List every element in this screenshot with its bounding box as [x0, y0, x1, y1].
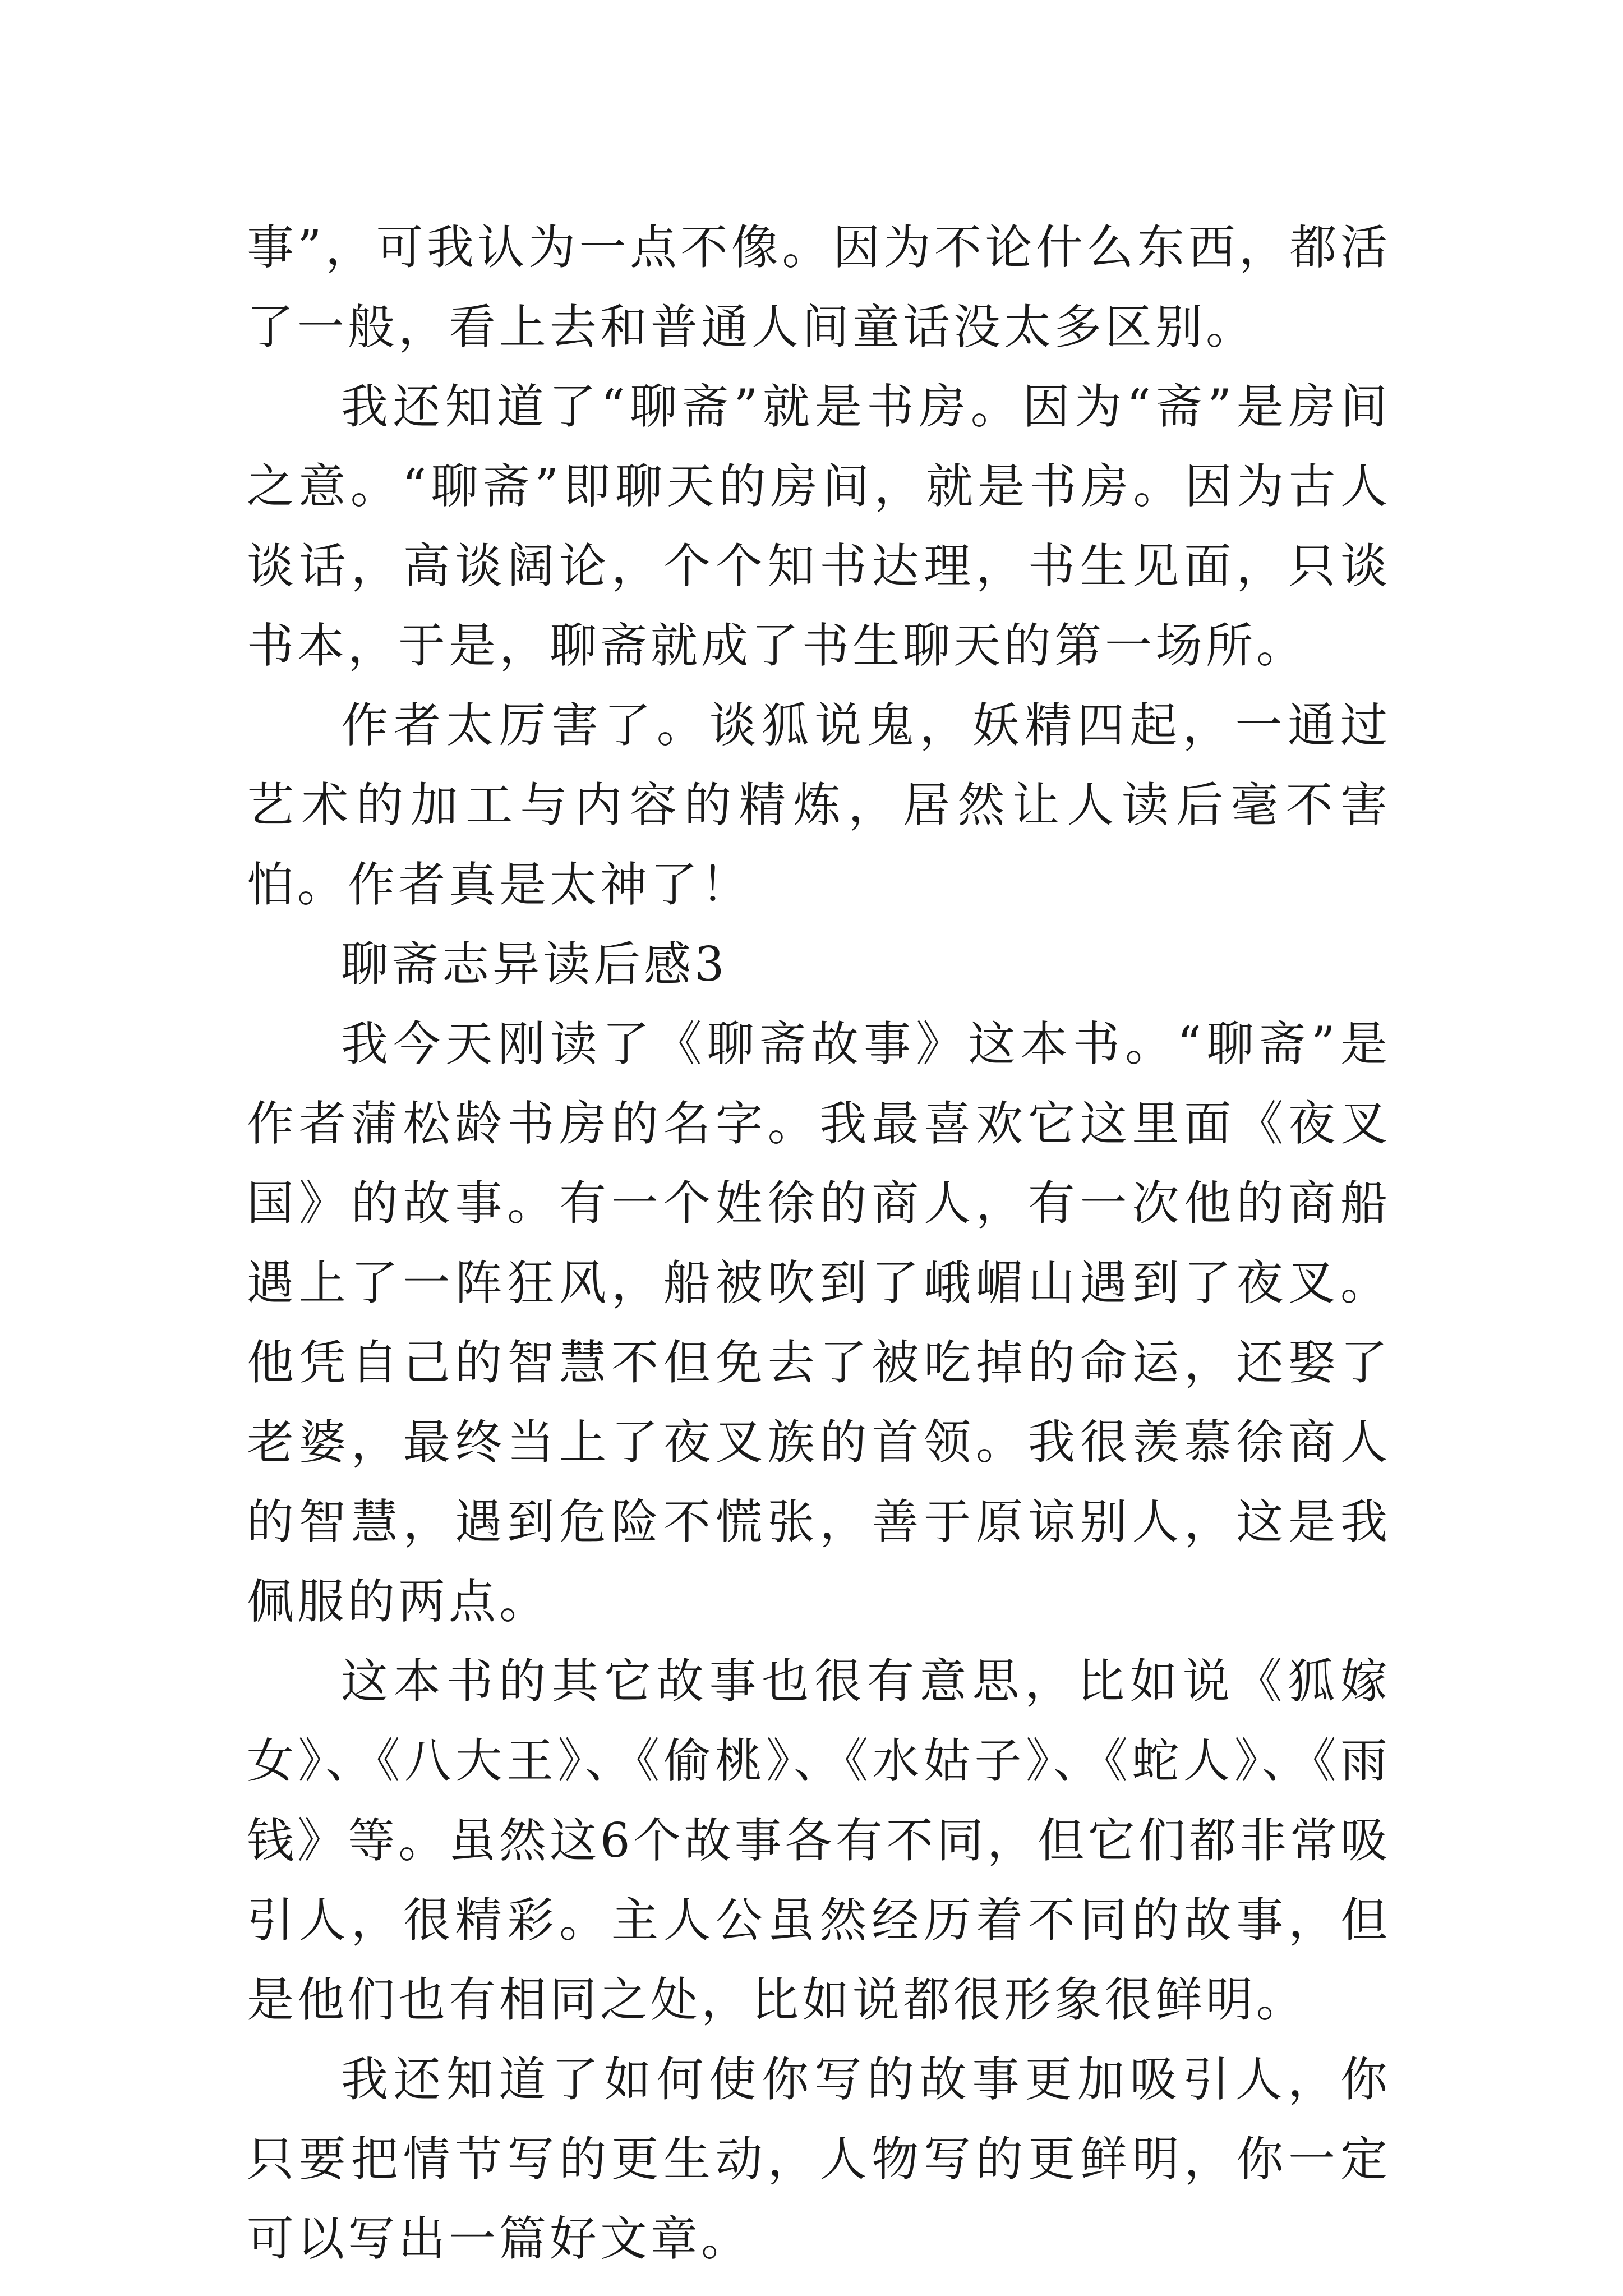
paragraph-4: 我今天刚读了《聊斋故事》这本书。“聊斋”是作者蒲松龄书房的名字。我最喜欢它这里面《夜叉国》的故事。有一个姓徐的商人，有一次他的商船遇上了一阵狂风，船被吹到了峨嵋山遇到了夜叉。他凭自己的智慧不但免去了被吃掉的命运，还娶了老婆，最终当上了夜叉族的首领。我很羡慕徐商人的智慧，遇到危险不慌张，善于原谅别人，这是我佩服的两点。 — [247, 1016, 1391, 1629]
paragraph-3: 作者太厉害了。谈狐说鬼，妖精四起，一通过艺术的加工与内容的精炼，居然让人读后毫不害怕。作者真是太神了！ — [247, 698, 1391, 912]
paragraph-2: 我还知道了“聊斋”就是书房。因为“斋”是房间之意。“聊斋”即聊天的房间，就是书房。因为古人谈话，高谈阔论，个个知书达理，书生见面，只谈书本，于是，聊斋就成了书生聊天的第一场所。 — [247, 379, 1391, 673]
section-title: 聊斋志异读后感3 — [341, 937, 728, 992]
document-body — [247, 208, 1391, 2279]
paragraph-1: 事”，可我认为一点不像。因为不论什么东西，都活了一般，看上去和普通人间童话没太多区别。 — [247, 220, 1391, 355]
paragraph-5: 这本书的其它故事也很有意思，比如说《狐嫁女》、《八大王》、《偷桃》、《水姑子》、《蛇人》、《雨钱》等。虽然这6个故事各有不同，但它们都非常吸引人，很精彩。主人公虽然经历着不同的故事，但是他们也有相同之处，比如说都很形象很鲜明。 — [247, 1654, 1391, 2027]
paragraph-6: 我还知道了如何使你写的故事更加吸引人，你只要把情节写的更生动，人物写的更鲜明，你一定可以写出一篇好文章。 — [247, 2052, 1391, 2266]
